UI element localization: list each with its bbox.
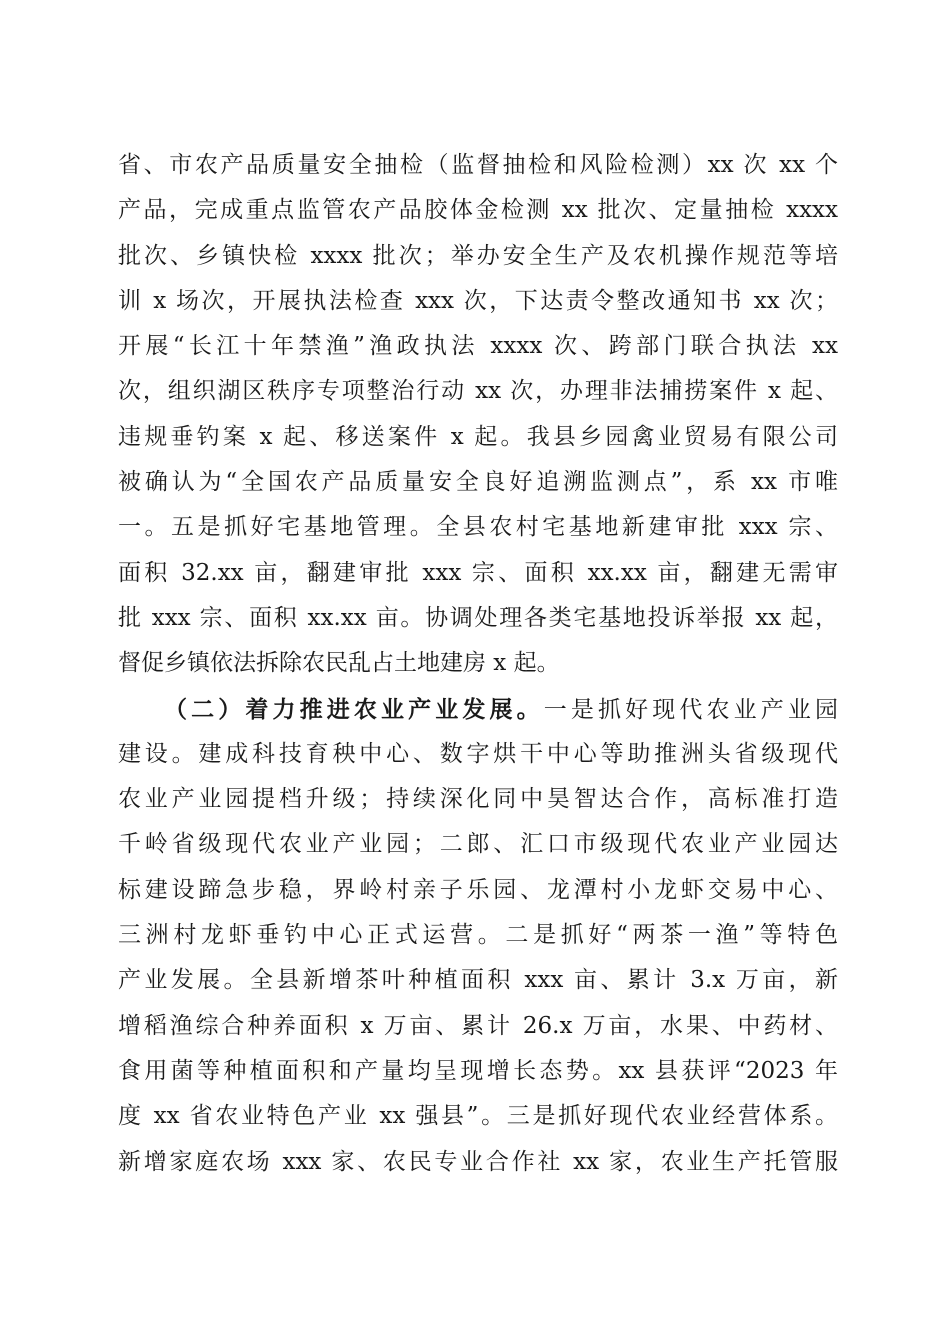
text-line: 面积 32.xx 亩，翻建审批 xxx 宗、面积 xx.xx 亩，翻建无需审	[118, 559, 838, 586]
text-span: 一是抓好现代农业产业园	[543, 696, 838, 723]
text-line: 开展“长江十年禁渔”渔政执法 xxxx 次、跨部门联合执法 xx	[118, 333, 838, 360]
section-heading: （二）着力推进农业产业发展。	[164, 695, 544, 723]
paragraph-first-line	[118, 687, 838, 732]
body-text	[118, 143, 838, 1185]
text-line: 食用菌等种植面积和产量均呈现增长态势。xx 县获评“2023 年	[118, 1057, 838, 1084]
text-line: 产业发展。全县新增茶叶种植面积 xxx 亩、累计 3.x 万亩，新	[118, 967, 838, 994]
text-line: 三洲村龙虾垂钓中心正式运营。二是抓好“两茶一渔”等特色	[118, 922, 838, 949]
text-line: 建设。建成科技育秧中心、数字烘干中心等助推洲头省级现代	[118, 740, 838, 767]
text-line: 违规垂钓案 x 起、移送案件 x 起。我县乡园禽业贸易有限公司	[118, 423, 838, 450]
text-line: 千岭省级现代农业产业园；二郎、汇口市级现代农业产业园达	[118, 831, 838, 858]
text-line: 一。五是抓好宅基地管理。全县农村宅基地新建审批 xxx 宗、	[118, 514, 838, 541]
text-line: 被确认为“全国农产品质量安全良好追溯监测点”，系 xx 市唯	[118, 469, 838, 496]
text-line: 新增家庭农场 xxx 家、农民专业合作社 xx 家，农业生产托管服	[118, 1148, 838, 1175]
text-line: 批 xxx 宗、面积 xx.xx 亩。协调处理各类宅基地投诉举报 xx 起，	[118, 604, 838, 631]
text-line: 产品，完成重点监管农产品胶体金检测 xx 批次、定量抽检 xxxx	[118, 197, 838, 224]
text-line: 标建设蹄急步稳，界岭村亲子乐园、龙潭村小龙虾交易中心、	[118, 876, 838, 903]
text-line: 次，组织湖区秩序专项整治行动 xx 次，办理非法捕捞案件 x 起、	[118, 378, 838, 405]
text-line: 省、市农产品质量安全抽检（监督抽检和风险检测）xx 次 xx 个	[118, 152, 838, 178]
text-line: 农业产业园提档升级；持续深化同中昊智达合作，高标准打造	[118, 786, 838, 813]
text-line: 增稻渔综合种养面积 x 万亩、累计 26.x 万亩，水果、中药材、	[118, 1012, 838, 1039]
text-line: 批次、乡镇快检 xxxx 批次；举办安全生产及农机操作规范等培	[118, 242, 838, 269]
text-line: 训 x 场次，开展执法检查 xxx 次，下达责令整改通知书 xx 次；	[118, 287, 838, 314]
text-line: 督促乡镇依法拆除农民乱占土地建房 x 起。	[118, 650, 560, 677]
text-line: 度 xx 省农业特色产业 xx 强县”。三是抓好现代农业经营体系。	[118, 1103, 838, 1130]
